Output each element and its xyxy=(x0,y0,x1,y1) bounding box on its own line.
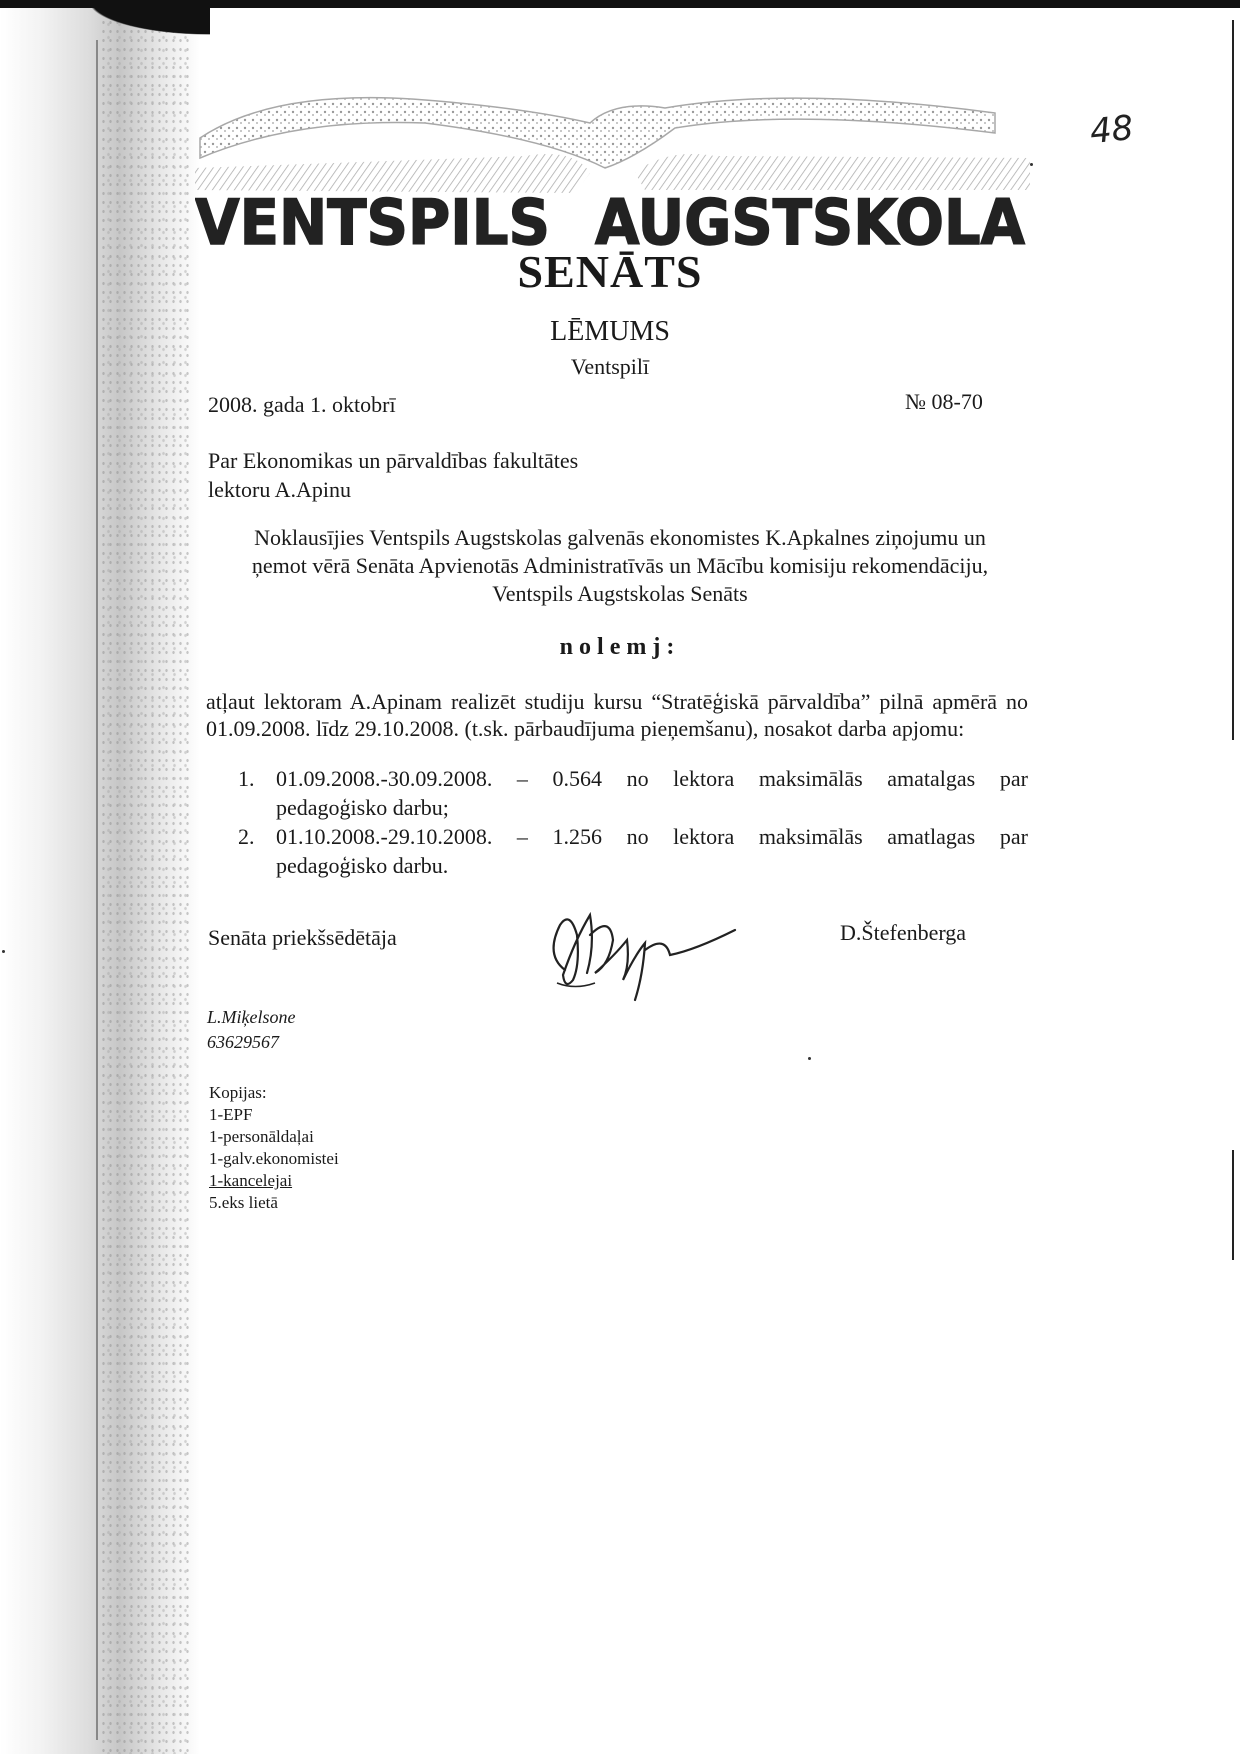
prepared-by xyxy=(207,1005,295,1055)
preparer-name: L.Miķelsone xyxy=(207,1007,296,1027)
scan-binding-edge xyxy=(96,40,98,1740)
item-continuation: pedagoģisko darbu; xyxy=(276,795,449,820)
subject-line: Par Ekonomikas un pārvaldības fakultātes xyxy=(208,448,579,473)
item-word: par xyxy=(999,766,1028,791)
scan-right-edge-lower xyxy=(1232,1150,1234,1260)
scan-binding-noise xyxy=(100,0,190,1754)
signatory-name: D.Štefenberga xyxy=(840,920,967,945)
signatory-role: Senāta priekšsēdētāja xyxy=(208,925,397,950)
list-item-number: 1. xyxy=(238,766,255,791)
logo-arch-graphic xyxy=(195,98,1030,193)
item-word: maksimālās xyxy=(758,824,863,849)
decision-date: 2008. gada 1. oktobrī xyxy=(208,392,396,417)
scan-dust xyxy=(2,950,5,953)
item-continuation: pedagoģisko darbu. xyxy=(276,853,449,878)
item-word: maksimālās xyxy=(758,766,863,791)
decision-label: LĒMUMS xyxy=(550,316,670,347)
place-of-issue: Ventspilī xyxy=(570,354,650,379)
ventspils-augstskola-logo xyxy=(195,78,1030,250)
copy-recipient: 5.eks lietā xyxy=(209,1193,278,1212)
copies-heading: Kopijas: xyxy=(209,1083,267,1102)
item-word: amatalgas xyxy=(887,766,976,791)
item-word: no xyxy=(626,766,649,791)
list-item xyxy=(238,764,1028,822)
preparer-phone: 63629567 xyxy=(207,1032,279,1052)
preamble-line: Ventspils Augstskolas Senāts xyxy=(492,581,748,606)
copy-recipient: 1-kancelejai xyxy=(209,1171,293,1190)
scan-top-corner xyxy=(0,0,210,60)
item-period: 01.10.2008.-29.10.2008. xyxy=(276,824,493,849)
item-value: 0.564 xyxy=(552,766,602,791)
decision-preamble xyxy=(200,524,1040,608)
item-word: amatlagas xyxy=(887,824,976,849)
decision-subject xyxy=(208,446,578,504)
item-value: 1.256 xyxy=(552,824,602,849)
scan-right-edge xyxy=(1232,20,1234,740)
copies-list xyxy=(209,1082,339,1214)
decides-heading: nolemj: xyxy=(559,634,681,660)
scan-dust xyxy=(808,1057,811,1060)
workload-list xyxy=(238,764,1028,880)
copy-recipient: 1-personāldaļai xyxy=(209,1127,314,1146)
subject-line: lektoru A.Apinu xyxy=(208,477,351,502)
document-header xyxy=(200,245,1020,380)
preamble-line: ņemot vērā Senāta Apvienotās Administratīvās un Mācību komisiju rekomendāciju, xyxy=(251,553,989,578)
scan-dust xyxy=(1030,163,1033,166)
item-dash: – xyxy=(516,766,528,791)
item-period: 01.09.2008.-30.09.2008. xyxy=(276,766,493,791)
item-word: lektora xyxy=(673,824,735,849)
item-word: no xyxy=(626,824,649,849)
decision-body: atļaut lektoram A.Apinam realizēt studiju kursu “Stratēģiskā pārvaldība” pilnā apmērā no 01.09.2008. līdz 29.10.2008. (t.sk. pārbaudījuma pieņemšanu), nosakot darba apjomu: xyxy=(206,689,1028,741)
list-item-number: 2. xyxy=(238,824,255,849)
item-dash: – xyxy=(516,824,528,849)
decision-number: № 08-70 xyxy=(905,389,983,414)
handwritten-signature xyxy=(535,895,745,1005)
logo-word-ventspils: VENTSPILS xyxy=(195,186,550,250)
senate-title: SENĀTS xyxy=(517,246,703,297)
item-word: par xyxy=(999,824,1028,849)
copy-recipient: 1-EPF xyxy=(209,1105,253,1124)
copy-recipient: 1-galv.ekonomistei xyxy=(209,1149,339,1168)
handwritten-page-number: 48 xyxy=(1088,107,1136,153)
item-word: lektora xyxy=(673,766,735,791)
list-item xyxy=(238,822,1028,880)
logo-word-augstskola: AUGSTSKOLA xyxy=(595,186,1026,250)
preamble-line: Noklausījies Ventspils Augstskolas galvenās ekonomistes K.Apkalnes ziņojumu un xyxy=(254,525,986,550)
